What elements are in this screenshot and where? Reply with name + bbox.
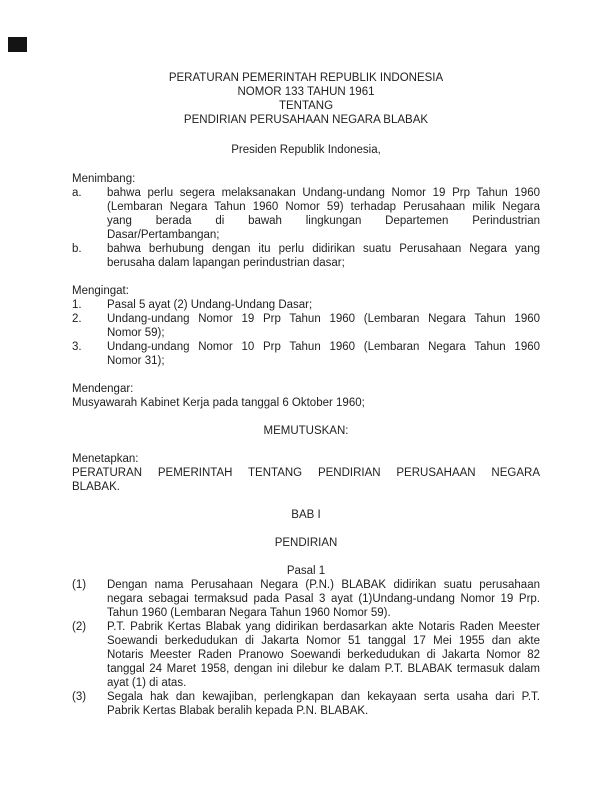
item-label: 3. — [72, 341, 82, 353]
mendengar-text: Musyawarah Kabinet Kerja pada tanggal 6 Oktober 1960; — [72, 397, 365, 409]
mengingat-item-1 — [72, 298, 540, 312]
menimbang-label: Menimbang: — [72, 173, 136, 185]
body-line: tanggal 24 Maret 1958, dengan ini dilebur ke dalam P.T. BLABAK termasuk dalam — [107, 663, 540, 675]
menetapkan-text — [72, 466, 540, 494]
body-line: Segala hak dan kewajiban, perlengkapan dan kekayaan serta usaha dari P.T. — [107, 691, 540, 703]
body-line: yang berada di bawah lingkungan Departemen Perindustrian — [107, 215, 540, 227]
item-label: (2) — [72, 621, 87, 633]
item-label: (1) — [72, 579, 87, 591]
doc-title-line: PERATURAN PEMERINTAH REPUBLIK INDONESIA — [168, 72, 444, 84]
item-label: 1. — [72, 299, 82, 311]
pasal-heading: Pasal 1 — [286, 565, 326, 577]
salutation: Presiden Republik Indonesia, — [231, 144, 381, 156]
body-line: berusaha dalam lapangan perindustrian dasar; — [107, 257, 345, 269]
body-line: Pabrik Kertas Blabak beralih kepada P.N. BLABAK. — [107, 705, 369, 717]
body-line: negara sebagai termaksud pada Pasal 3 ayat (1)Undang-undang Nomor 19 Prp. — [107, 593, 540, 605]
menetapkan-label: Menetapkan: — [72, 453, 139, 465]
body-line: Notaris Meester Raden Pranowo Soewandi berkedudukan di Jakarta Nomor 82 — [107, 649, 540, 661]
item-label: a. — [72, 187, 82, 199]
pasal1-ayat-1 — [72, 578, 540, 620]
body-line: PERATURAN PEMERINTAH TENTANG PENDIRIAN PERUSAHAAN NEGARA — [72, 467, 540, 479]
bab-title: PENDIRIAN — [274, 537, 338, 549]
body-line: Tahun 1960 (Lembaran Negara Tahun 1960 Nomor 59). — [107, 607, 391, 619]
doc-title-line: NOMOR 133 TAHUN 1961 — [237, 86, 375, 98]
memutuskan-heading: MEMUTUSKAN: — [263, 425, 349, 437]
body-line: Pasal 5 ayat (2) Undang-Undang Dasar; — [107, 299, 313, 311]
body-line: Undang-undang Nomor 10 Prp Tahun 1960 (Lembaran Negara Tahun 1960 — [107, 341, 540, 353]
body-line: (Lembaran Negara Tahun 1960 Nomor 59) terhadap Perusahaan milik Negara — [107, 201, 540, 213]
body-line: BLABAK. — [72, 481, 120, 493]
menimbang-item-a — [72, 186, 540, 242]
mengingat-item-2 — [72, 312, 540, 340]
pasal1-ayat-3 — [72, 690, 540, 718]
bab-heading: BAB I — [291, 509, 321, 521]
body-line: bahwa berhubung dengan itu perlu didirikan suatu Perusahaan Negara yang — [107, 243, 540, 255]
doc-title-line: TENTANG — [278, 100, 334, 112]
item-label: 2. — [72, 313, 82, 325]
body-line: Soewandi berkedudukan di Jakarta Nomor 51 tanggal 17 Mei 1955 dan akte — [107, 635, 540, 647]
item-label: b. — [72, 243, 82, 255]
menimbang-item-b — [72, 242, 540, 270]
body-line: Nomor 59); — [107, 327, 165, 339]
doc-title-line: PENDIRIAN PERUSAHAAN NEGARA BLABAK — [183, 114, 429, 126]
body-line: Nomor 31); — [107, 355, 165, 367]
pasal1-ayat-2 — [72, 620, 540, 690]
item-label: (3) — [72, 691, 87, 703]
mengingat-item-3 — [72, 340, 540, 368]
body-line: bahwa perlu segera melaksanakan Undang-undang Nomor 19 Prp Tahun 1960 — [107, 187, 540, 199]
mendengar-label: Mendengar: — [72, 383, 134, 395]
body-line: Dasar/Pertambangan; — [107, 229, 220, 241]
body-line: P.T. Pabrik Kertas Blabak yang didirikan berdasarkan akte Notaris Raden Meester — [107, 621, 540, 633]
body-line: ayat (1) di atas. — [107, 677, 187, 689]
body-line: Undang-undang Nomor 19 Prp Tahun 1960 (Lembaran Negara Tahun 1960 — [107, 313, 540, 325]
doc-title — [0, 71, 612, 127]
mengingat-label: Mengingat: — [72, 285, 129, 297]
body-line: Dengan nama Perusahaan Negara (P.N.) BLABAK didirikan suatu perusahaan — [107, 579, 540, 591]
